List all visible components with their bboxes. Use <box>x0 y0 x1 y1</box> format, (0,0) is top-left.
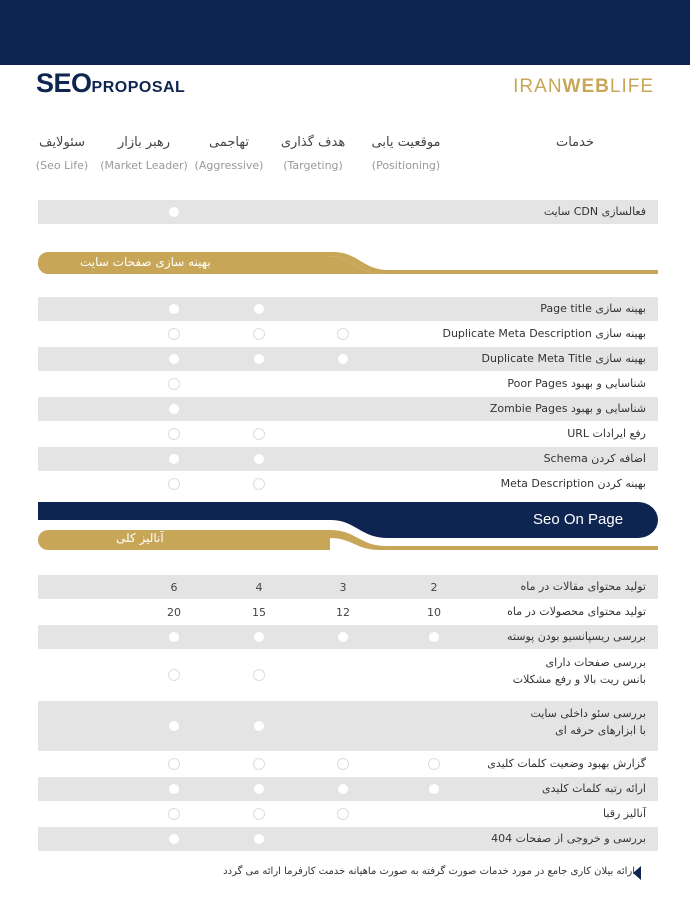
row-label-line: بانس ریت بالا و رفع مشکلات <box>512 673 646 686</box>
table-row <box>38 575 658 599</box>
row-label-line: با ابزارهای حرفه ای <box>555 724 646 737</box>
included-dot-icon <box>169 721 179 731</box>
plan-cell <box>249 422 269 446</box>
logo-proposal-text: PROPOSAL <box>91 79 186 96</box>
plan-name: سئولایف <box>38 135 86 150</box>
row-label <box>567 422 646 446</box>
plan-header-market-leader <box>96 135 192 172</box>
plan-cell <box>249 322 269 346</box>
table-row <box>38 297 658 321</box>
plan-name-en: (Aggressive) <box>194 159 264 172</box>
row-label <box>507 600 646 624</box>
plan-name-en: (Market Leader) <box>100 159 188 172</box>
row-label <box>501 472 646 496</box>
plan-cell: 20 <box>167 605 181 619</box>
included-dot-icon <box>254 479 264 489</box>
table-row <box>38 447 658 471</box>
row-label-line: اضافه کردن Schema <box>543 452 646 465</box>
row-label-line: گزارش بهبود وضعیت کلمات کلیدی <box>487 757 646 770</box>
plan-header-positioning <box>358 135 454 172</box>
row-label-line: بررسی و خروجی از صفحات 404 <box>491 832 646 845</box>
included-dot-icon <box>169 329 179 339</box>
footer-note: ارائه بیلان کاری جامع در مورد خدمات صورت گرفته به صورت ماهیانه خدمت کارفرما ارائه می گردد <box>223 866 635 877</box>
plan-cell <box>164 200 184 224</box>
plan-name: تهاجمی <box>209 135 249 150</box>
plan-header-targeting <box>265 135 361 172</box>
row-label-line: بهینه کردن Meta Description <box>500 477 646 490</box>
plan-cell: 2 <box>430 580 438 594</box>
included-dot-icon <box>169 479 179 489</box>
included-dot-icon <box>254 834 264 844</box>
plan-cell <box>424 777 444 801</box>
plan-cell <box>249 472 269 496</box>
row-label-line: بهینه سازی Duplicate Meta Description <box>442 327 646 340</box>
row-label <box>530 705 646 739</box>
included-dot-icon <box>169 670 179 680</box>
row-label <box>487 752 646 776</box>
row-label-line: رفع ایرادات URL <box>567 427 646 440</box>
plan-cell: 10 <box>427 605 441 619</box>
table-row <box>38 752 658 776</box>
iranweblife-logo <box>513 76 654 98</box>
included-dot-icon <box>169 809 179 819</box>
plan-name: موقعیت یابی <box>371 135 441 150</box>
table-row <box>38 701 658 751</box>
plan-cell <box>164 777 184 801</box>
included-dot-icon <box>254 809 264 819</box>
included-dot-icon <box>338 632 348 642</box>
row-label-line: آنالیز رقبا <box>603 807 646 820</box>
row-label-line: تولید محتوای مقالات در ماه <box>520 580 646 593</box>
plan-cell <box>249 827 269 851</box>
table-row <box>38 397 658 421</box>
row-label <box>442 322 646 346</box>
row-label-line: شناسایی و بهبود Poor Pages <box>507 377 646 390</box>
plan-cell <box>164 447 184 471</box>
plan-cell: 12 <box>336 605 350 619</box>
plan-cell <box>424 752 444 776</box>
plan-cell <box>249 777 269 801</box>
table-row <box>38 827 658 851</box>
row-label-line: شناسایی و بهبود Zombie Pages <box>489 402 646 415</box>
row-label-line: تولید محتوای محصولات در ماه <box>507 605 646 618</box>
row-label <box>544 200 646 224</box>
plan-cell: 6 <box>170 580 178 594</box>
plan-cell <box>333 625 353 649</box>
plan-cell: 4 <box>255 580 263 594</box>
row-label-line: بهینه سازی Page title <box>540 302 646 315</box>
logo-iran-text: IRAN <box>513 76 563 97</box>
included-dot-icon <box>254 429 264 439</box>
row-label <box>603 802 646 826</box>
plan-cell <box>249 802 269 826</box>
plan-cell <box>164 701 184 751</box>
plan-cell <box>424 625 444 649</box>
included-dot-icon <box>169 454 179 464</box>
row-label-line: ارائه رتبه کلمات کلیدی <box>542 782 646 795</box>
table-row <box>38 650 658 700</box>
row-label <box>507 372 646 396</box>
included-dot-icon <box>169 207 179 217</box>
plan-cell <box>249 752 269 776</box>
included-dot-icon <box>338 809 348 819</box>
row-label <box>491 827 646 851</box>
included-dot-icon <box>169 759 179 769</box>
plan-cell <box>164 372 184 396</box>
included-dot-icon <box>169 304 179 314</box>
plan-cell <box>249 297 269 321</box>
table-row <box>38 472 658 496</box>
plan-cell <box>249 347 269 371</box>
included-dot-icon <box>429 632 439 642</box>
row-label-line: فعالسازی CDN سایت <box>543 205 646 218</box>
plan-header-aggressive <box>181 135 277 172</box>
included-dot-icon <box>169 784 179 794</box>
table-row <box>38 777 658 801</box>
included-dot-icon <box>254 721 264 731</box>
plan-cell <box>164 347 184 371</box>
plan-header-seo-life <box>14 135 110 172</box>
plan-cell <box>249 625 269 649</box>
table-row <box>38 802 658 826</box>
plan-name-en: (Targeting) <box>283 159 343 172</box>
plan-cell <box>333 322 353 346</box>
table-row <box>38 347 658 371</box>
plan-cell <box>249 701 269 751</box>
plan-cell <box>164 397 184 421</box>
included-dot-icon <box>254 784 264 794</box>
logo-life-text: LIFE <box>609 76 654 97</box>
row-label <box>507 625 646 649</box>
plan-cell <box>333 802 353 826</box>
plan-cell <box>164 472 184 496</box>
included-dot-icon <box>338 759 348 769</box>
plan-cell <box>333 752 353 776</box>
row-label <box>521 575 647 599</box>
row-label-line: بررسی ریسپانسیو بودن پوسته <box>507 630 646 643</box>
plan-cell <box>164 422 184 446</box>
plan-name-en: (Seo Life) <box>35 159 89 172</box>
plan-cell <box>249 650 269 700</box>
plan-cell <box>164 650 184 700</box>
seo-on-page-title: Seo On Page <box>533 511 624 528</box>
row-label-line: بررسی صفحات دارای <box>545 656 646 669</box>
plan-cell <box>164 752 184 776</box>
included-dot-icon <box>254 632 264 642</box>
logo-web-text: WEB <box>562 76 610 97</box>
plan-cell <box>249 447 269 471</box>
row-label-line: بهینه سازی Duplicate Meta Title <box>481 352 646 365</box>
table-row <box>38 625 658 649</box>
plan-cell <box>164 625 184 649</box>
plan-cell <box>164 297 184 321</box>
services-column-header: خدمات <box>555 135 595 150</box>
logo-seo-text: SEO <box>36 68 92 98</box>
included-dot-icon <box>254 354 264 364</box>
included-dot-icon <box>169 632 179 642</box>
included-dot-icon <box>169 429 179 439</box>
included-dot-icon <box>338 354 348 364</box>
plan-cell: 3 <box>339 580 347 594</box>
included-dot-icon <box>254 454 264 464</box>
plan-cell: 15 <box>252 605 266 619</box>
plan-cell <box>164 827 184 851</box>
included-dot-icon <box>338 329 348 339</box>
included-dot-icon <box>254 759 264 769</box>
row-label <box>513 654 646 688</box>
plan-name-en: (Positioning) <box>371 159 441 172</box>
included-dot-icon <box>169 404 179 414</box>
included-dot-icon <box>429 759 439 769</box>
included-dot-icon <box>254 329 264 339</box>
plan-cell <box>333 777 353 801</box>
included-dot-icon <box>169 354 179 364</box>
pages-section-title: بهینه سازی صفحات سایت <box>80 255 211 269</box>
included-dot-icon <box>338 784 348 794</box>
table-row <box>38 600 658 624</box>
table-row <box>38 322 658 346</box>
row-label <box>482 347 646 371</box>
general-section-title: آنالیز کلی <box>116 531 164 545</box>
table-row <box>38 200 658 224</box>
row-label-line: بررسی سئو داخلی سایت <box>530 707 646 720</box>
plan-name: رهبر بازار <box>117 135 171 150</box>
row-label <box>542 777 646 801</box>
included-dot-icon <box>254 304 264 314</box>
table-row <box>38 422 658 446</box>
plan-cell <box>164 322 184 346</box>
general-section-banner <box>38 528 658 550</box>
row-label <box>540 297 646 321</box>
included-dot-icon <box>254 670 264 680</box>
included-dot-icon <box>429 784 439 794</box>
row-label <box>544 447 646 471</box>
plan-cell <box>164 802 184 826</box>
included-dot-icon <box>169 379 179 389</box>
row-label <box>490 397 646 421</box>
plan-name: هدف گذاری <box>280 135 346 150</box>
seo-proposal-logo <box>36 68 185 99</box>
included-dot-icon <box>169 834 179 844</box>
plan-cell <box>333 347 353 371</box>
table-row <box>38 372 658 396</box>
pages-section-banner <box>38 252 658 274</box>
